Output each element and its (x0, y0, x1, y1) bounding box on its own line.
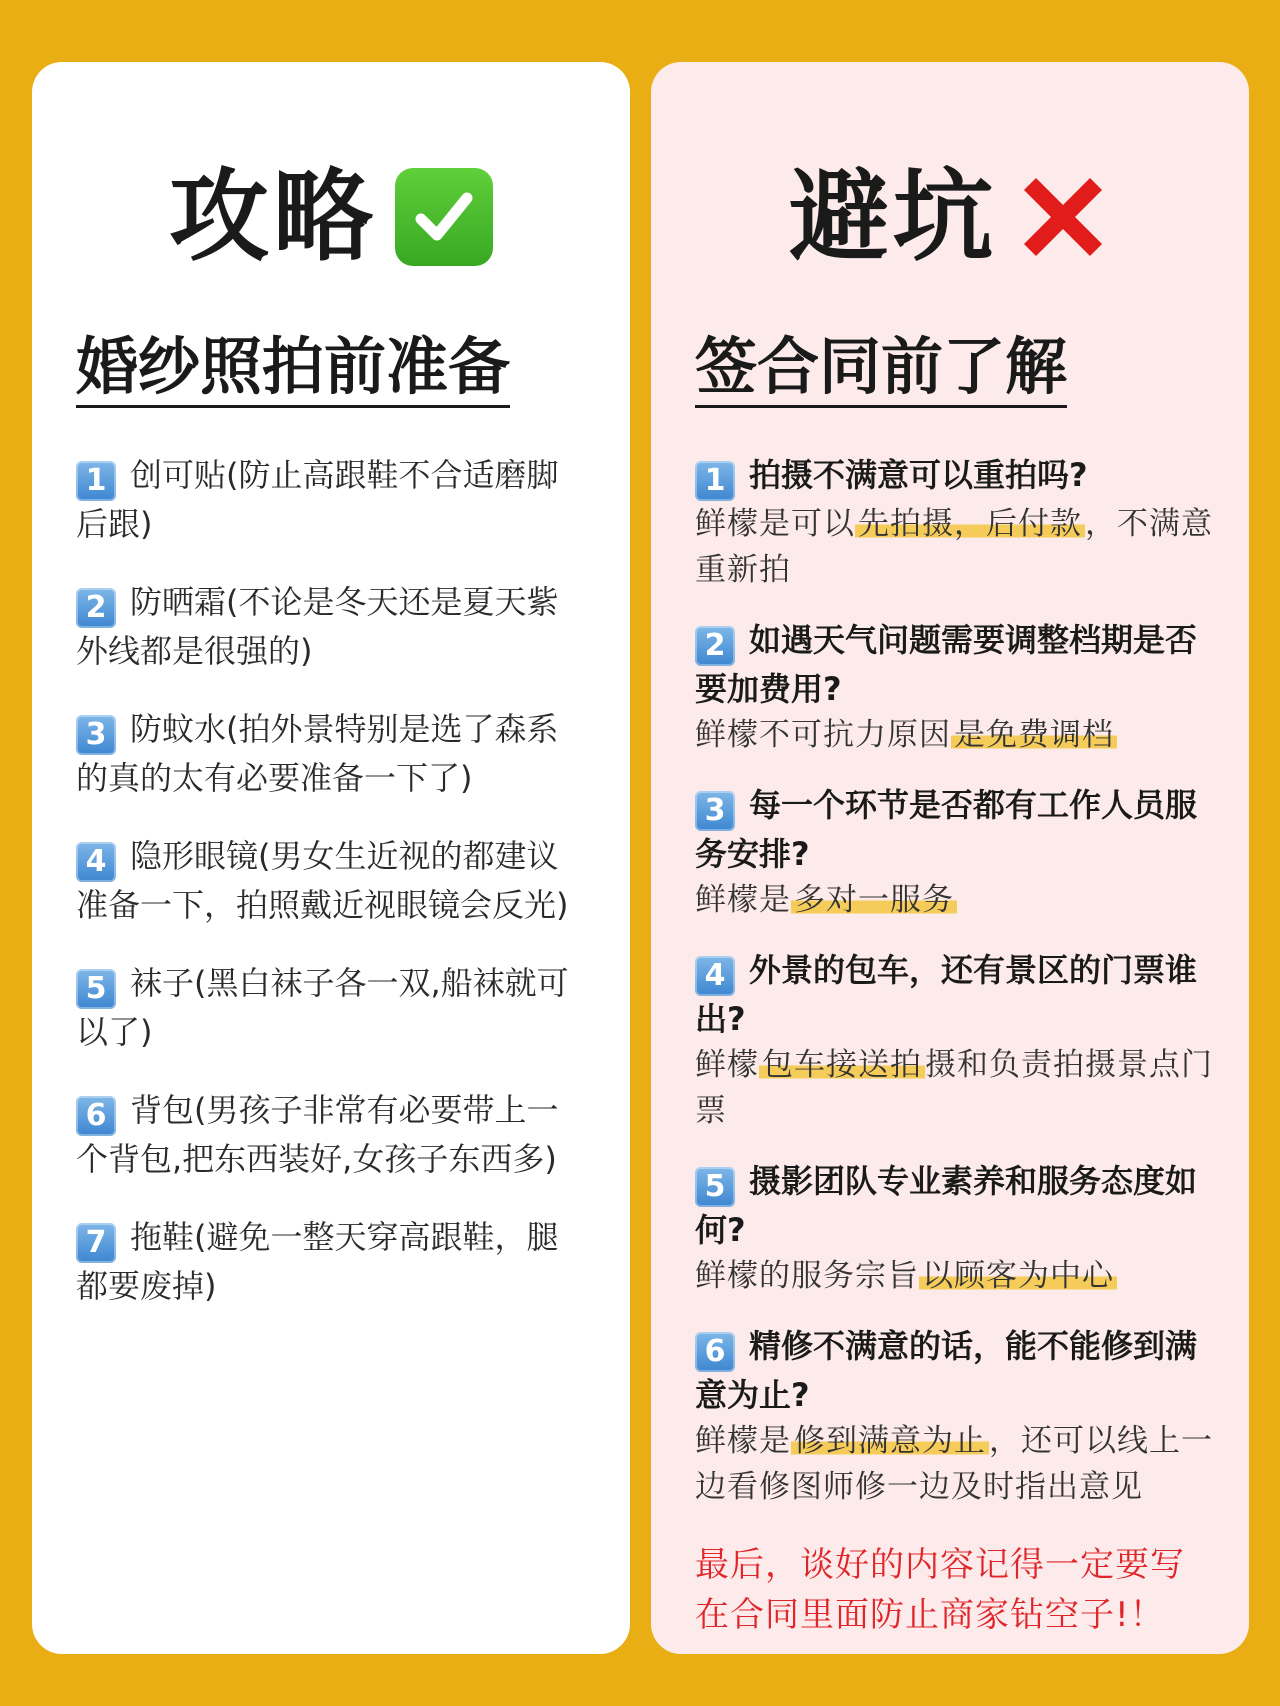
list-item (76, 1087, 590, 1182)
avoid-pitfalls-title: 避坑 (789, 158, 997, 275)
highlight: 先拍摄，后付款 (855, 506, 1085, 542)
highlight: 包车接送拍 (759, 1047, 925, 1083)
strategy-title: 攻略 (169, 158, 377, 275)
faq-answer: 鲜檬是多对一服务 (695, 877, 1219, 923)
list-item (76, 1214, 590, 1309)
check-mark-icon (395, 168, 493, 266)
highlight: 以顾客为中心 (919, 1258, 1117, 1294)
faq-answer: 鲜檬是修到满意为止，还可以线上一边看修图师修一边及时指出意见 (695, 1423, 1213, 1505)
faq-question: 如遇天气问题需要调整档期是否要加费用? (695, 621, 1198, 708)
number-badge-icon: 4 (695, 956, 735, 996)
faq-question: 外景的包车，还有景区的门票谁出? (695, 951, 1198, 1038)
number-badge-icon: 6 (695, 1332, 735, 1372)
list-item (76, 960, 590, 1055)
faq-item (695, 617, 1219, 758)
faq-item (695, 947, 1219, 1134)
strategy-heading (32, 158, 630, 276)
highlight: 多对一服务 (791, 882, 957, 918)
faq-answer: 鲜檬的服务宗旨以顾客为中心 (695, 1253, 1219, 1299)
list-item (76, 706, 590, 801)
item-text: 袜子(黑白袜子各一双,船袜就可以了) (76, 964, 569, 1051)
number-badge-icon: 7 (76, 1223, 116, 1263)
contract-subtitle: 签合同前了解 (695, 334, 1067, 408)
number-badge-icon: 5 (695, 1167, 735, 1207)
avoid-pitfalls-card (651, 62, 1249, 1654)
list-item (76, 579, 590, 674)
list-item (76, 452, 590, 547)
item-text: 拖鞋(避免一整天穿高跟鞋，腿都要废掉) (76, 1218, 559, 1305)
faq-item (695, 452, 1219, 593)
number-badge-icon: 6 (76, 1096, 116, 1136)
highlight: 修到满意为止 (791, 1423, 989, 1459)
avoid-pitfalls-heading (651, 158, 1249, 276)
faq-item (695, 782, 1219, 923)
item-text: 防蚊水(拍外景特别是选了森系的真的太有必要准备一下了) (76, 710, 559, 797)
faq-question: 拍摄不满意可以重拍吗? (749, 456, 1088, 494)
cross-mark-icon (1015, 169, 1111, 265)
strategy-card (32, 62, 630, 1654)
preparation-subtitle: 婚纱照拍前准备 (76, 334, 510, 408)
faq-answer: 鲜檬不可抗力原因是免费调档 (695, 712, 1219, 758)
list-item (76, 833, 590, 928)
number-badge-icon: 1 (695, 461, 735, 501)
item-text: 背包(男孩子非常有必要带上一个背包,把东西装好,女孩子东西多) (76, 1091, 559, 1178)
highlight: 是免费调档 (951, 717, 1117, 753)
faq-question: 摄影团队专业素养和服务态度如何? (695, 1162, 1198, 1249)
faq-item (695, 1323, 1219, 1510)
item-text: 创可贴(防止高跟鞋不合适磨脚后跟) (76, 456, 559, 543)
contract-faq-list (695, 452, 1219, 1640)
faq-question: 精修不满意的话，能不能修到满意为止? (695, 1327, 1198, 1414)
number-badge-icon: 3 (695, 791, 735, 831)
preparation-list (76, 452, 590, 1341)
final-reminder: 最后，谈好的内容记得一定要写在合同里面防止商家钻空子!！ (695, 1545, 1185, 1635)
number-badge-icon: 2 (695, 626, 735, 666)
number-badge-icon: 2 (76, 588, 116, 628)
number-badge-icon: 4 (76, 842, 116, 882)
number-badge-icon: 1 (76, 461, 116, 501)
faq-answer: 鲜檬包车接送拍摄和负责拍摄景点门票 (695, 1047, 1213, 1129)
item-text: 防晒霜(不论是冬天还是夏天紫外线都是很强的) (76, 583, 559, 670)
number-badge-icon: 5 (76, 969, 116, 1009)
faq-answer: 鲜檬是可以先拍摄，后付款，不满意重新拍 (695, 506, 1213, 588)
number-badge-icon: 3 (76, 715, 116, 755)
item-text: 隐形眼镜(男女生近视的都建议准备一下，拍照戴近视眼镜会反光) (76, 837, 569, 924)
faq-item (695, 1158, 1219, 1299)
faq-question: 每一个环节是否都有工作人员服务安排? (695, 786, 1198, 873)
